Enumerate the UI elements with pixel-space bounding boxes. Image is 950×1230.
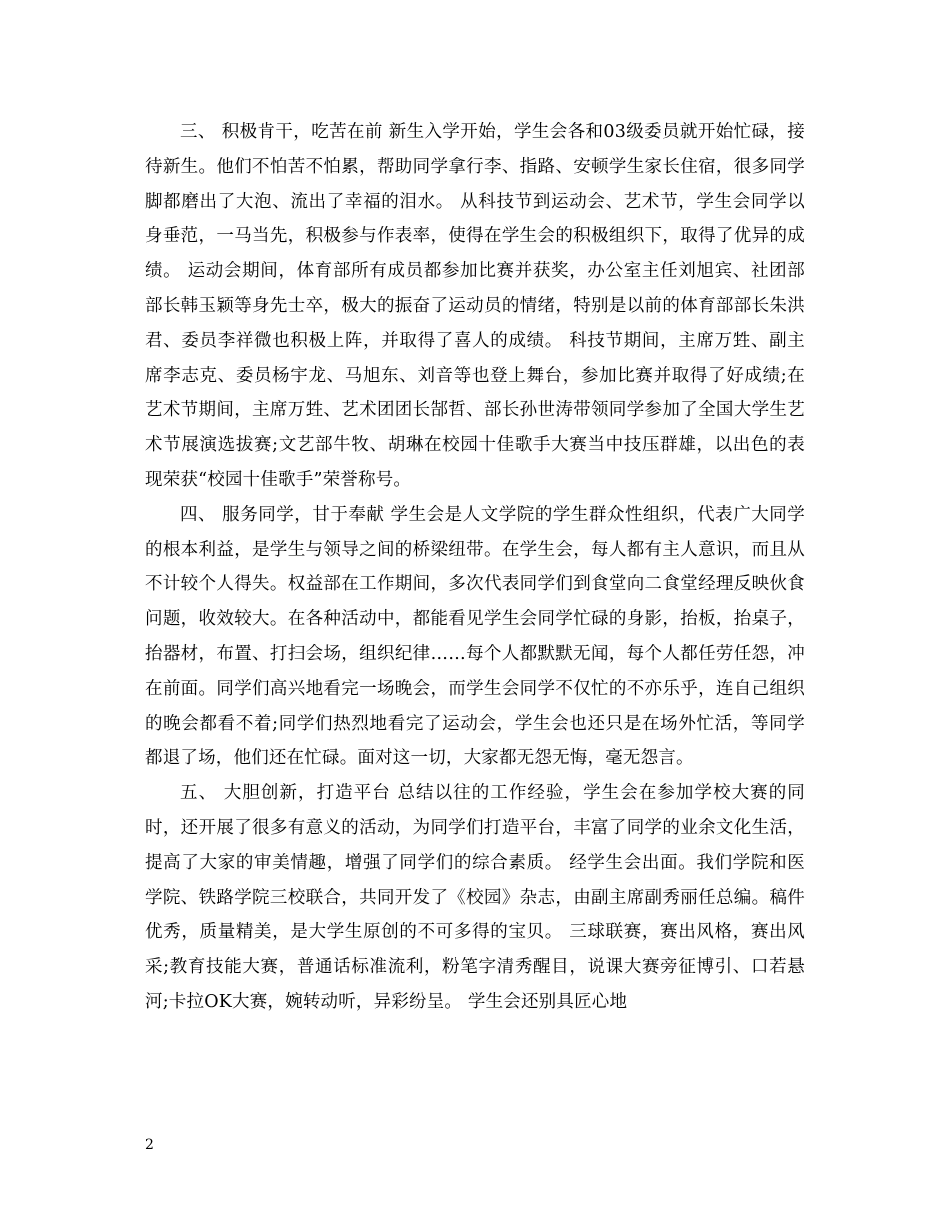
document-body bbox=[145, 115, 805, 1020]
paragraph-section-three: 三、 积极肯干，吃苦在前 新生入学开始，学生会各和03级委员就开始忙碌，接待新生。他们不怕苦不怕累，帮助同学拿行李、指路、安顿学生家长住宿，很多同学脚都磨出了大泡、流出了幸福的泪水。 从科技节到运动会、艺术节，学生会同学以身垂范，一马当先，积极参与作表率，使得在学生会的积极组织下，取得了优异的成绩。 运动会期间，体育部所有成员都参加比赛并获奖，办公室主任刘旭宾、社团部部长韩玉颖等身先士卒，极大的振奋了运动员的情绪，特别是以前的体育部部长朱洪君、委员李祥微也积极上阵，并取得了喜人的成绩。 科技节期间，主席万甡、副主席李志克、委员杨宇龙、马旭东、刘音等也登上舞台，参加比赛并取得了好成绩;在艺术节期间，主席万甡、艺术团团长郜哲、部长孙世涛带领同学参加了全国大学生艺术节展演选拔赛;文艺部牛牧、胡琳在校园十佳歌手大赛当中技压群雄，以出色的表现荣获“校园十佳歌手”荣誉称号。 bbox=[145, 122, 805, 490]
paragraph-section-four: 四、 服务同学，甘于奉献 学生会是人文学院的学生群众性组织，代表广大同学的根本利益，是学生与领导之间的桥梁纽带。在学生会，每人都有主人意识，而且从不计较个人得失。权益部在工作期间，多次代表同学们到食堂向二食堂经理反映伙食问题，收效较大。在各种活动中，都能看见学生会同学忙碌的身影，抬板，抬桌子，抬器材，布置、打扫会场，组织纪律……每个人都默默无闻，每个人都任劳任怨，冲在前面。同学们高兴地看完一场晚会，而学生会同学不仅忙的不亦乐乎，连自己组织的晚会都看不着;同学们热烈地看完了运动会，学生会也还只是在场外忙活，等同学都退了场，他们还在忙碌。面对这一切，大家都无怨无悔，毫无怨言。 bbox=[145, 504, 805, 769]
paragraph-section-five: 五、 大胆创新，打造平台 总结以往的工作经验，学生会在参加学校大赛的同时，还开展了很多有意义的活动，为同学们打造平台，丰富了同学的业余文化生活，提高了大家的审美情趣，增强了同学们的综合素质。 经学生会出面。我们学院和医学院、铁路学院三校联合，共同开发了《校园》杂志，由副主席副秀丽任总编。稿件优秀，质量精美，是大学生原创的不可多得的宝贝。 三球联赛，赛出风格，赛出风采;教育技能大赛，普通话标准流利，粉笔字清秀醒目，说课大赛旁征博引、口若悬河;卡拉OK大赛，婉转动听，异彩纷呈。 学生会还别具匠心地 bbox=[145, 783, 805, 1012]
page-number: 2 bbox=[145, 1137, 154, 1153]
